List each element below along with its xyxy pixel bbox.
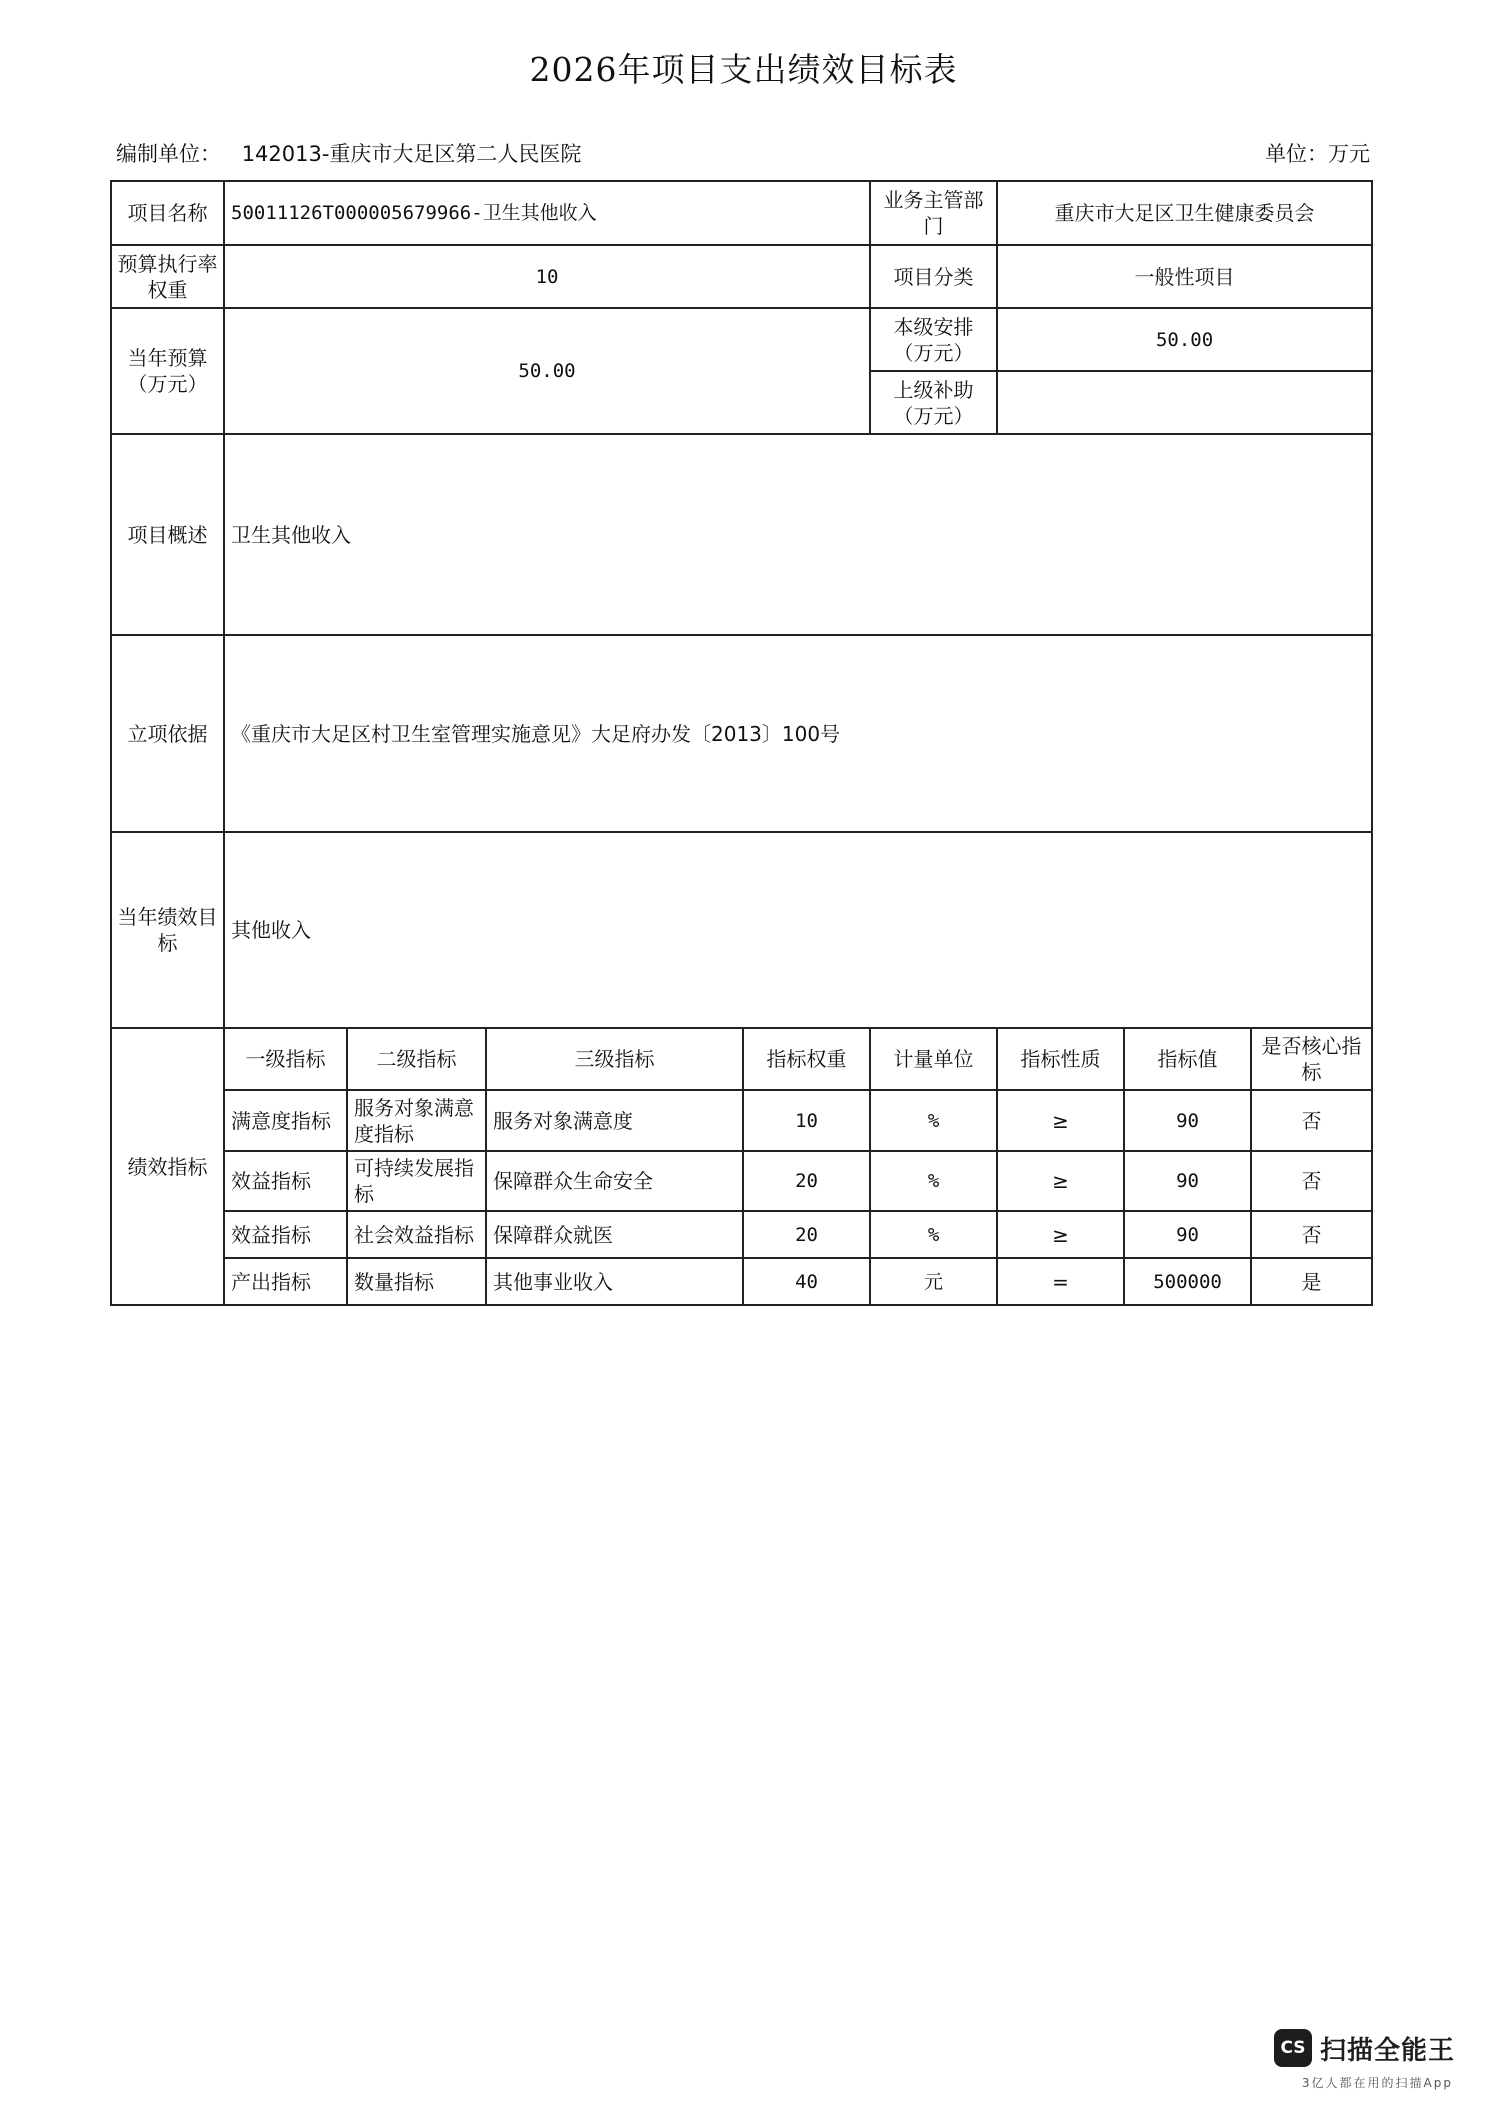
level1-cell: 效益指标 [224,1151,347,1211]
upper-label: 上级补助（万元） [870,371,997,434]
core-cell: 否 [1251,1090,1372,1151]
level1-cell: 产出指标 [224,1258,347,1305]
performance-target-table [110,180,1373,1306]
category-label: 项目分类 [870,245,997,308]
core-cell: 是 [1251,1258,1372,1305]
header-cell: 一级指标 [224,1028,347,1090]
scanner-app-name: 扫描全能王 [1319,2035,1455,2066]
unit-cell: 元 [870,1258,997,1305]
level1-cell: 效益指标 [224,1211,347,1258]
project-name-value: 50011126T000005679966-卫生其他收入 [224,181,870,245]
local-label: 本级安排（万元） [870,308,997,371]
core-cell: 否 [1251,1151,1372,1211]
page-title: 2026年项目支出绩效目标表 [529,50,958,89]
level2-cell: 服务对象满意度指标 [347,1090,486,1151]
local-value: 50.00 [997,308,1372,371]
project-name-label: 项目名称 [111,181,224,245]
weight-cell: 10 [743,1090,870,1151]
table-row [111,1258,1372,1305]
unit-cell: % [870,1090,997,1151]
table-row [111,1090,1372,1151]
scanner-tagline: 3亿人都在用的扫描App [1301,2076,1453,2090]
table-row [111,1211,1372,1258]
indicators-label: 绩效指标 [111,1028,224,1305]
basis-label: 立项依据 [111,635,224,832]
overview-value: 卫生其他收入 [224,434,1372,635]
nature-cell: ≥ [997,1151,1124,1211]
dept-label: 业务主管部门 [870,181,997,245]
header-cell: 指标值 [1124,1028,1251,1090]
level1-cell: 满意度指标 [224,1090,347,1151]
level2-cell: 可持续发展指标 [347,1151,486,1211]
value-cell: 90 [1124,1090,1251,1151]
form-subheader [116,138,1370,168]
goal-label: 当年绩效目标 [111,832,224,1028]
weight-label: 预算执行率权重 [111,245,224,308]
org-value: 142013-重庆市大足区第二人民医院 [241,142,582,166]
header-cell: 指标性质 [997,1028,1124,1090]
scanner-badge [1274,2029,1455,2067]
nature-cell: ≥ [997,1090,1124,1151]
level2-cell: 数量指标 [347,1258,486,1305]
level3-cell: 保障群众生命安全 [486,1151,743,1211]
unit-cell: % [870,1151,997,1211]
header-cell: 是否核心指标 [1251,1028,1372,1090]
table-row [111,1151,1372,1211]
unit-text: 单位：万元 [1265,142,1370,166]
weight-value: 10 [224,245,870,308]
basis-value: 《重庆市大足区村卫生室管理实施意见》大足府办发〔2013〕100号 [224,635,1372,832]
overview-label: 项目概述 [111,434,224,635]
dept-value: 重庆市大足区卫生健康委员会 [997,181,1372,245]
header-cell: 计量单位 [870,1028,997,1090]
level2-cell: 社会效益指标 [347,1211,486,1258]
org-line [116,138,581,168]
value-cell: 90 [1124,1211,1251,1258]
header-cell: 三级指标 [486,1028,743,1090]
unit-cell: % [870,1211,997,1258]
budget-label: 当年预算（万元） [111,308,224,434]
nature-cell: ≥ [997,1211,1124,1258]
weight-cell: 20 [743,1211,870,1258]
header-cell: 二级指标 [347,1028,486,1090]
level3-cell: 保障群众就医 [486,1211,743,1258]
org-label: 编制单位： [116,142,221,166]
value-cell: 90 [1124,1151,1251,1211]
header-cell: 指标权重 [743,1028,870,1090]
level3-cell: 其他事业收入 [486,1258,743,1305]
weight-cell: 20 [743,1151,870,1211]
weight-cell: 40 [743,1258,870,1305]
goal-value: 其他收入 [224,832,1372,1028]
level3-cell: 服务对象满意度 [486,1090,743,1151]
value-cell: 500000 [1124,1258,1251,1305]
budget-value: 50.00 [224,308,870,434]
nature-cell: = [997,1258,1124,1305]
category-value: 一般性项目 [997,245,1372,308]
upper-value [997,371,1372,434]
core-cell: 否 [1251,1211,1372,1258]
camscanner-icon: CS [1274,2029,1312,2067]
